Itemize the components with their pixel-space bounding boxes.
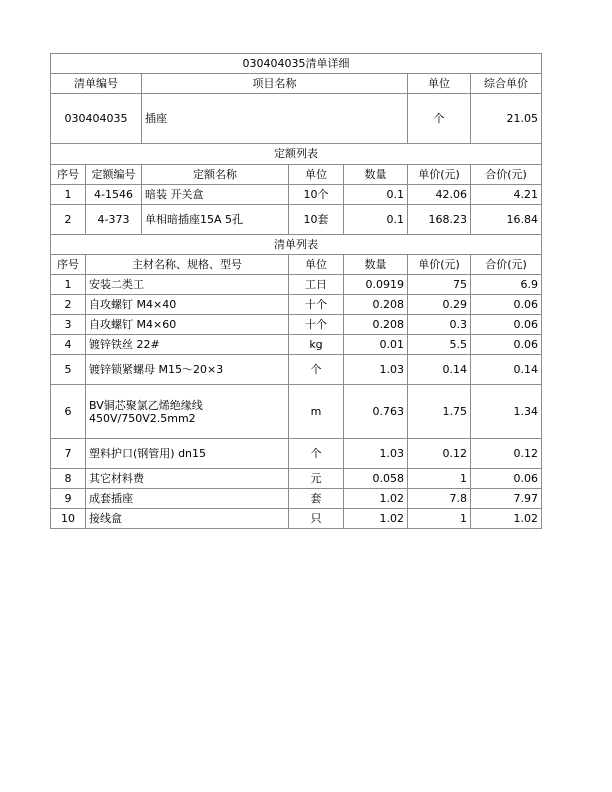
material-name: 自攻螺钉 M4×60 <box>86 315 289 335</box>
quota-col-name: 定额名称 <box>142 164 289 184</box>
material-total: 0.06 <box>471 335 542 355</box>
table-row <box>51 275 542 295</box>
material-unit: 个 <box>289 355 344 385</box>
table-row <box>51 355 542 385</box>
table-row <box>51 509 542 529</box>
header-col-price: 综合单价 <box>471 74 542 94</box>
bill-unit: 个 <box>408 94 471 144</box>
material-qty: 0.01 <box>344 335 408 355</box>
material-qty: 1.02 <box>344 509 408 529</box>
quota-qty: 0.1 <box>344 184 408 204</box>
quota-price: 42.06 <box>408 184 471 204</box>
header-col-name: 项目名称 <box>142 74 408 94</box>
page-title: 030404035清单详细 <box>51 54 542 74</box>
material-unit: 只 <box>289 509 344 529</box>
material-total: 6.9 <box>471 275 542 295</box>
header-col-code: 清单编号 <box>51 74 142 94</box>
quota-qty: 0.1 <box>344 204 408 234</box>
material-no: 9 <box>51 489 86 509</box>
material-price: 7.8 <box>408 489 471 509</box>
material-name: 其它材料费 <box>86 469 289 489</box>
table-row <box>51 184 542 204</box>
material-total: 7.97 <box>471 489 542 509</box>
quota-unit: 10套 <box>289 204 344 234</box>
table-row <box>51 489 542 509</box>
material-price: 0.3 <box>408 315 471 335</box>
quota-no: 2 <box>51 204 86 234</box>
table-row <box>51 335 542 355</box>
material-price: 1.75 <box>408 385 471 439</box>
material-qty: 0.0919 <box>344 275 408 295</box>
material-unit: kg <box>289 335 344 355</box>
material-unit: 套 <box>289 489 344 509</box>
materials-col-name: 主材名称、规格、型号 <box>86 255 289 275</box>
material-total: 0.06 <box>471 469 542 489</box>
material-qty: 0.208 <box>344 315 408 335</box>
material-unit: 十个 <box>289 315 344 335</box>
quota-table <box>50 144 542 235</box>
material-no: 2 <box>51 295 86 315</box>
material-price: 0.29 <box>408 295 471 315</box>
material-name: BV铜芯聚氯乙烯绝缘线 450V/750V2.5mm2 <box>86 385 289 439</box>
material-name: 安装二类工 <box>86 275 289 295</box>
material-no: 1 <box>51 275 86 295</box>
quota-total: 4.21 <box>471 184 542 204</box>
material-no: 5 <box>51 355 86 385</box>
material-name: 镀锌铁丝 22# <box>86 335 289 355</box>
material-unit: 工日 <box>289 275 344 295</box>
quota-col-unit: 单位 <box>289 164 344 184</box>
materials-col-total: 合价(元) <box>471 255 542 275</box>
quota-total: 16.84 <box>471 204 542 234</box>
quota-code: 4-373 <box>86 204 142 234</box>
material-unit: 十个 <box>289 295 344 315</box>
header-col-unit: 单位 <box>408 74 471 94</box>
material-price: 0.14 <box>408 355 471 385</box>
bill-price: 21.05 <box>471 94 542 144</box>
material-unit: m <box>289 385 344 439</box>
material-qty: 1.03 <box>344 439 408 469</box>
material-no: 10 <box>51 509 86 529</box>
quota-col-price: 单价(元) <box>408 164 471 184</box>
quota-no: 1 <box>51 184 86 204</box>
bill-name: 插座 <box>142 94 408 144</box>
material-total: 0.06 <box>471 295 542 315</box>
table-row <box>51 439 542 469</box>
quota-section-title: 定额列表 <box>51 144 542 164</box>
quota-unit: 10个 <box>289 184 344 204</box>
materials-col-unit: 单位 <box>289 255 344 275</box>
material-qty: 0.058 <box>344 469 408 489</box>
material-name: 成套插座 <box>86 489 289 509</box>
material-name: 自攻螺钉 M4×40 <box>86 295 289 315</box>
materials-col-price: 单价(元) <box>408 255 471 275</box>
material-price: 0.12 <box>408 439 471 469</box>
material-price: 5.5 <box>408 335 471 355</box>
material-no: 7 <box>51 439 86 469</box>
material-price: 75 <box>408 275 471 295</box>
quota-col-total: 合价(元) <box>471 164 542 184</box>
materials-col-no: 序号 <box>51 255 86 275</box>
material-qty: 0.763 <box>344 385 408 439</box>
material-no: 8 <box>51 469 86 489</box>
material-total: 0.06 <box>471 315 542 335</box>
materials-table <box>50 235 542 530</box>
materials-section-title: 清单列表 <box>51 235 542 255</box>
bill-code: 030404035 <box>51 94 142 144</box>
table-row <box>51 469 542 489</box>
material-no: 3 <box>51 315 86 335</box>
quota-col-code: 定额编号 <box>86 164 142 184</box>
table-row <box>51 385 542 439</box>
material-total: 1.34 <box>471 385 542 439</box>
material-no: 6 <box>51 385 86 439</box>
table-row <box>51 315 542 335</box>
bill-detail-document <box>50 53 541 529</box>
table-row <box>51 204 542 234</box>
material-total: 0.14 <box>471 355 542 385</box>
quota-price: 168.23 <box>408 204 471 234</box>
material-qty: 0.208 <box>344 295 408 315</box>
material-name: 塑料护口(钢管用) dn15 <box>86 439 289 469</box>
quota-name: 暗装 开关盒 <box>142 184 289 204</box>
quota-code: 4-1546 <box>86 184 142 204</box>
material-unit: 元 <box>289 469 344 489</box>
material-name: 镀锌锁紧螺母 M15～20×3 <box>86 355 289 385</box>
material-price: 1 <box>408 469 471 489</box>
material-qty: 1.02 <box>344 489 408 509</box>
material-no: 4 <box>51 335 86 355</box>
bill-header-table <box>50 53 542 144</box>
material-name: 接线盒 <box>86 509 289 529</box>
material-qty: 1.03 <box>344 355 408 385</box>
quota-col-no: 序号 <box>51 164 86 184</box>
material-unit: 个 <box>289 439 344 469</box>
material-price: 1 <box>408 509 471 529</box>
quota-col-qty: 数量 <box>344 164 408 184</box>
material-total: 0.12 <box>471 439 542 469</box>
table-row <box>51 295 542 315</box>
quota-name: 单相暗插座15A 5孔 <box>142 204 289 234</box>
materials-col-qty: 数量 <box>344 255 408 275</box>
material-total: 1.02 <box>471 509 542 529</box>
